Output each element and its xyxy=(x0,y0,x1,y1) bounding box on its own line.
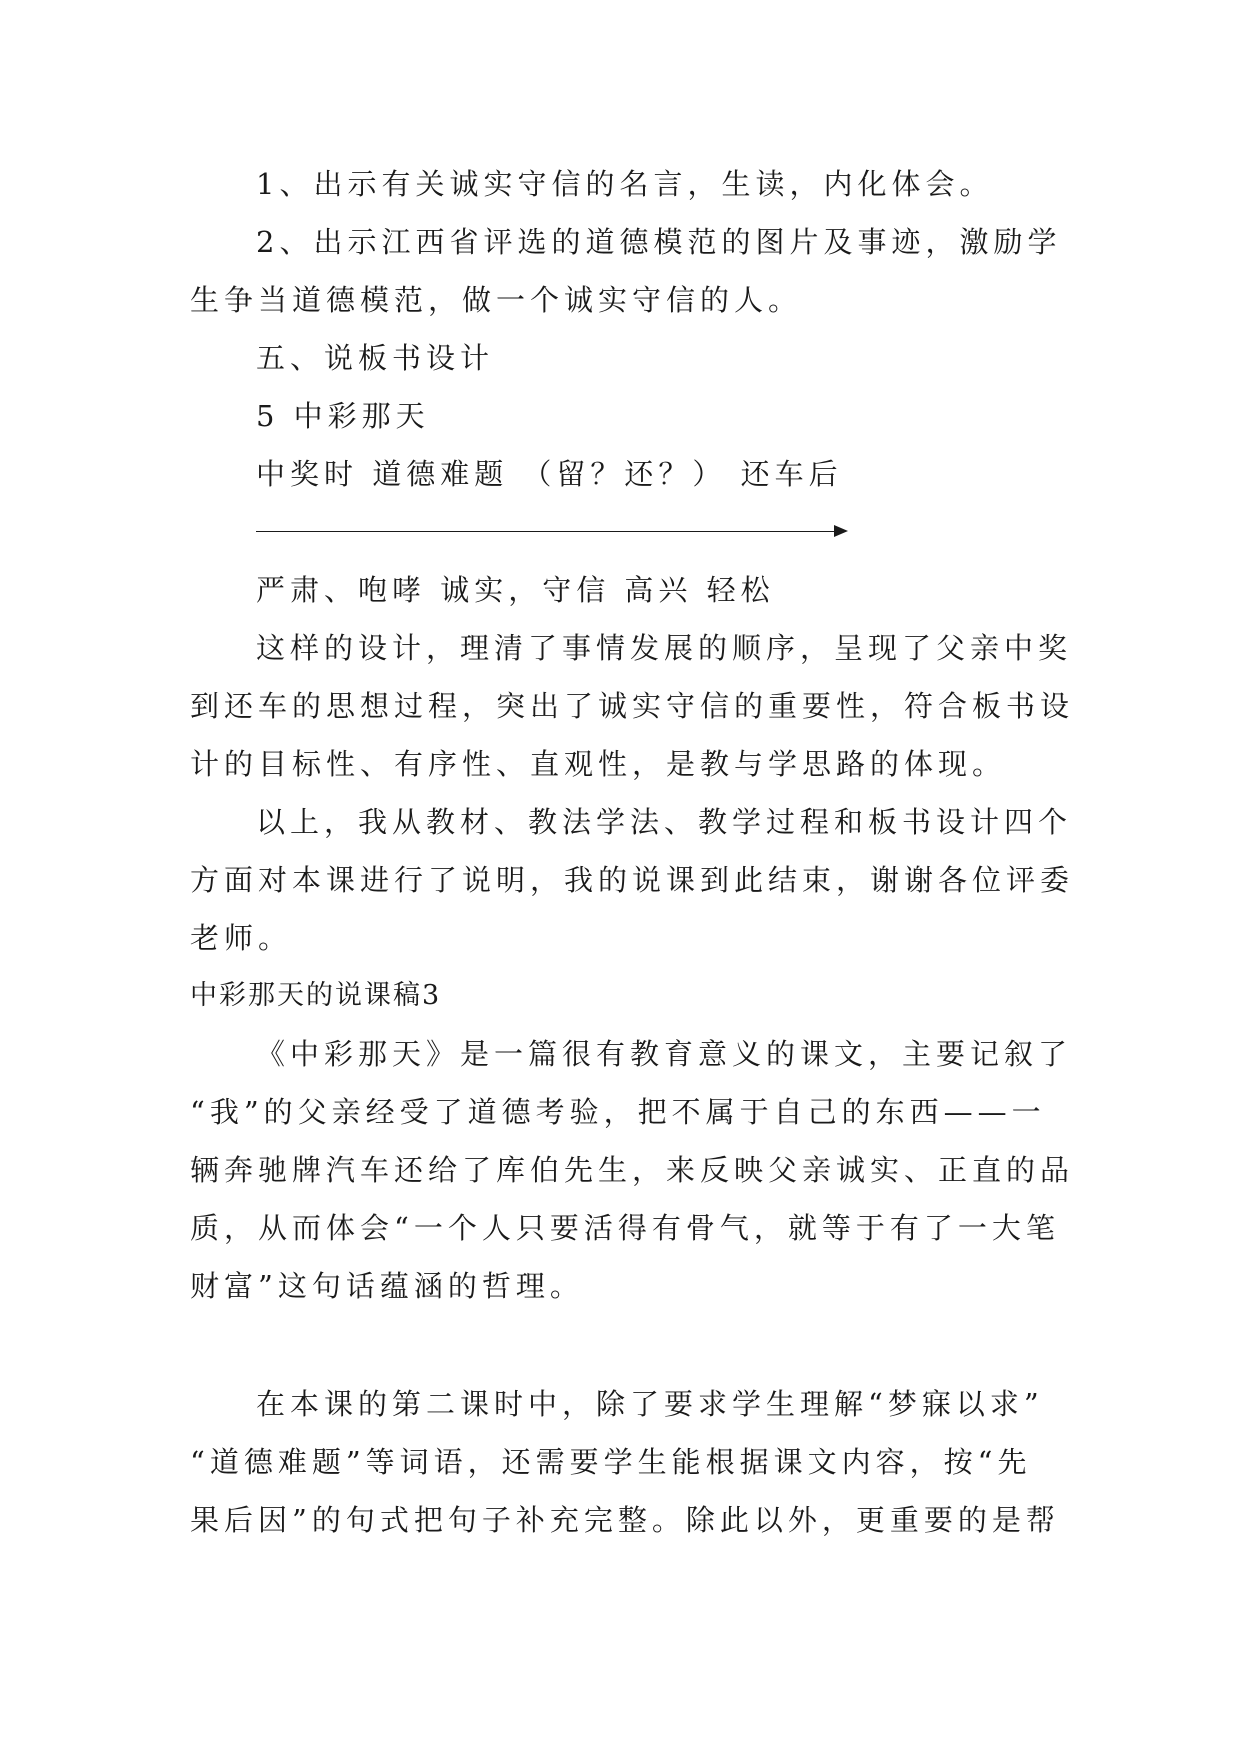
paragraph-line: 2、出示江西省评选的道德模范的图片及事迹，激励学 xyxy=(256,225,1062,259)
board-title: 5 中彩那天 xyxy=(256,399,430,433)
paragraph-line: 财富”这句话蕴涵的哲理。 xyxy=(190,1269,584,1303)
paragraph-line: 以上，我从教材、教法学法、教学过程和板书设计四个 xyxy=(256,805,1073,839)
board-row: 严肃、咆哮 诚实，守信 高兴 轻松 xyxy=(256,573,775,607)
paragraph-line: 方面对本课进行了说明，我的说课到此结束，谢谢各位评委 xyxy=(190,863,1075,897)
article-title: 中彩那天的说课稿3 xyxy=(190,980,442,1011)
paragraph-line: 果后因”的句式把句子补充完整。除此以外，更重要的是帮 xyxy=(190,1503,1060,1537)
paragraph-line: “道德难题”等词语，还需要学生能根据课文内容，按“先 xyxy=(190,1445,1032,1479)
paragraph-line: 到还车的思想过程，突出了诚实守信的重要性，符合板书设 xyxy=(190,689,1075,723)
paragraph-line: “我”的父亲经受了道德考验，把不属于自己的东西——一 xyxy=(190,1095,1046,1129)
paragraph-line: 老师。 xyxy=(190,921,293,955)
paragraph-line: 质，从而体会“一个人只要活得有骨气，就等于有了一大笔 xyxy=(190,1211,1060,1245)
paragraph-line: 《中彩那天》是一篇很有教育意义的课文，主要记叙了 xyxy=(256,1037,1073,1071)
paragraph-line: 计的目标性、有序性、直观性，是教与学思路的体现。 xyxy=(190,747,1007,781)
section-heading: 五、说板书设计 xyxy=(256,341,495,375)
paragraph-line: 这样的设计，理清了事情发展的顺序，呈现了父亲中奖 xyxy=(256,631,1073,665)
paragraph-line: 辆奔驰牌汽车还给了库伯先生，来反映父亲诚实、正直的品 xyxy=(190,1153,1075,1187)
arrow-head-icon xyxy=(834,525,848,537)
paragraph-line: 在本课的第二课时中，除了要求学生理解“梦寐以求” xyxy=(256,1387,1044,1421)
board-row: 中奖时 道德难题 （留？还？） 还车后 xyxy=(256,457,843,491)
arrow-shaft xyxy=(256,531,836,532)
board-arrow xyxy=(256,522,856,542)
paragraph-line: 1、出示有关诚实守信的名言，生读，内化体会。 xyxy=(256,167,994,201)
paragraph-line: 生争当道德模范，做一个诚实守信的人。 xyxy=(190,283,803,317)
